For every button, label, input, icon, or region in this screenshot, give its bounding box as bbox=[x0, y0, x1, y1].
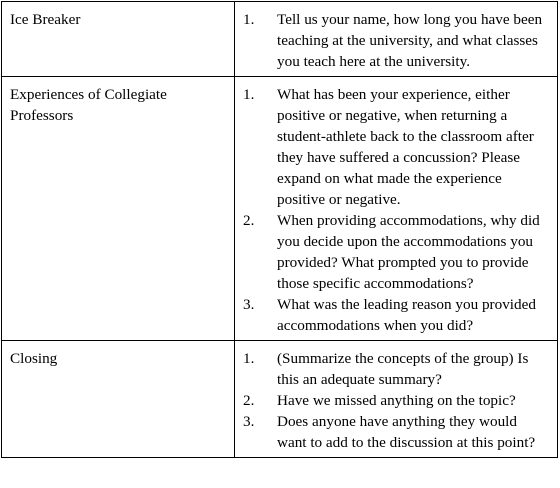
question-text: Tell us your name, how long you have been teaching at the university, and what classes you teach here at the university. bbox=[277, 11, 543, 70]
questions-cell bbox=[235, 2, 558, 77]
question-number: 3. bbox=[243, 413, 255, 430]
question-item bbox=[243, 390, 549, 411]
section-cell: Experiences of Collegiate Professors bbox=[2, 77, 235, 341]
question-list bbox=[243, 9, 549, 72]
focus-group-protocol-table bbox=[1, 1, 558, 458]
section-cell: Closing bbox=[2, 341, 235, 458]
question-text: (Summarize the concepts of the group) Is this an adequate summary? bbox=[277, 350, 529, 388]
question-item bbox=[243, 9, 549, 72]
question-number: 1. bbox=[243, 86, 255, 103]
question-item bbox=[243, 411, 549, 453]
question-text: What was the leading reason you provided accommodations when you did? bbox=[277, 296, 536, 334]
question-list bbox=[243, 348, 549, 453]
question-text: Does anyone have anything they would want to add to the discussion at this point? bbox=[277, 413, 536, 451]
questions-cell bbox=[235, 341, 558, 458]
table-row-closing bbox=[2, 341, 558, 458]
question-text: Have we missed anything on the topic? bbox=[277, 392, 516, 409]
question-number: 2. bbox=[243, 392, 255, 409]
question-text: When providing accommodations, why did you decide upon the accommodations you provided? What prompted you to provide those specific accommodations? bbox=[277, 212, 540, 292]
table-row-ice-breaker bbox=[2, 2, 558, 77]
question-number: 2. bbox=[243, 212, 255, 229]
question-text: What has been your experience, either positive or negative, when returning a student-athlete back to the classroom after they have suffered a concussion? Please expand on what made the experience positive or negative. bbox=[277, 86, 534, 208]
question-item bbox=[243, 210, 549, 294]
question-number: 3. bbox=[243, 296, 255, 313]
question-item bbox=[243, 348, 549, 390]
question-number: 1. bbox=[243, 350, 255, 367]
question-number: 1. bbox=[243, 11, 255, 28]
question-list bbox=[243, 84, 549, 336]
question-item bbox=[243, 84, 549, 210]
questions-cell bbox=[235, 77, 558, 341]
question-item bbox=[243, 294, 549, 336]
table-row-experiences bbox=[2, 77, 558, 341]
section-cell: Ice Breaker bbox=[2, 2, 235, 77]
